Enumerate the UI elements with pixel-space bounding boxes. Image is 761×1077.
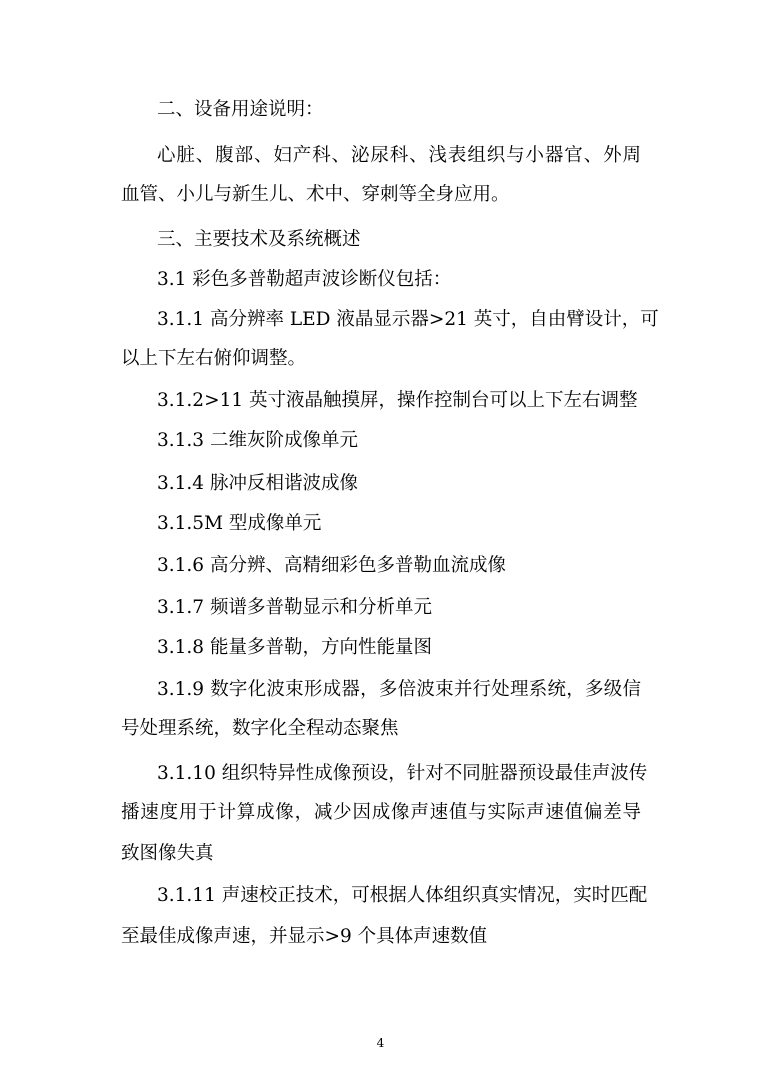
heading-technical-overview: 三、主要技术及系统概述 [157,229,361,250]
paragraph-line: 以上下左右俯仰调整。 [121,348,307,369]
section-title: 3.1 彩色多普勒超声波诊断仪包括： [157,269,452,290]
paragraph-line: 血管、小儿与新生儿、术中、穿刺等全身应用。 [121,184,510,205]
heading-equipment-usage: 二、设备用途说明： [157,99,324,120]
list-item: 3.1.5M 型成像单元 [157,513,322,534]
list-item: 3.1.8 能量多普勒，方向性能量图 [157,637,432,658]
paragraph-line: 3.1.9 数字化波束形成器，多倍波束并行处理系统，多级信 [157,679,641,700]
list-item: 3.1.3 二维灰阶成像单元 [157,430,358,451]
list-item: 3.1.6 高分辨、高精细彩色多普勒血流成像 [157,555,506,576]
list-item: 3.1.2>11 英寸液晶触摸屏，操作控制台可以上下左右调整 [157,390,638,411]
list-item: 3.1.4 脉冲反相谐波成像 [157,473,358,494]
paragraph-line: 至最佳成像声速，并显示>9 个具体声速数值 [121,926,488,947]
list-item: 3.1.7 频谱多普勒显示和分析单元 [157,597,432,618]
paragraph-line: 3.1.10 组织特异性成像预设，针对不同脏器预设最佳声波传 [157,763,648,784]
paragraph-line: 3.1.11 声速校正技术，可根据人体组织真实情况，实时匹配 [157,885,648,906]
paragraph-line: 心脏、腹部、妇产科、泌尿科、浅表组织与小器官、外周 [157,145,641,166]
page-number: 4 [376,1036,385,1050]
paragraph-line: 3.1.1 高分辨率 LED 液晶显示器>21 英寸，自由臂设计，可 [157,309,659,330]
paragraph-line: 播速度用于计算成像，减少因成像声速值与实际声速值偏差导 [121,802,641,823]
paragraph-line: 号处理系统，数字化全程动态聚焦 [121,718,399,739]
paragraph-line: 致图像失真 [121,843,214,864]
